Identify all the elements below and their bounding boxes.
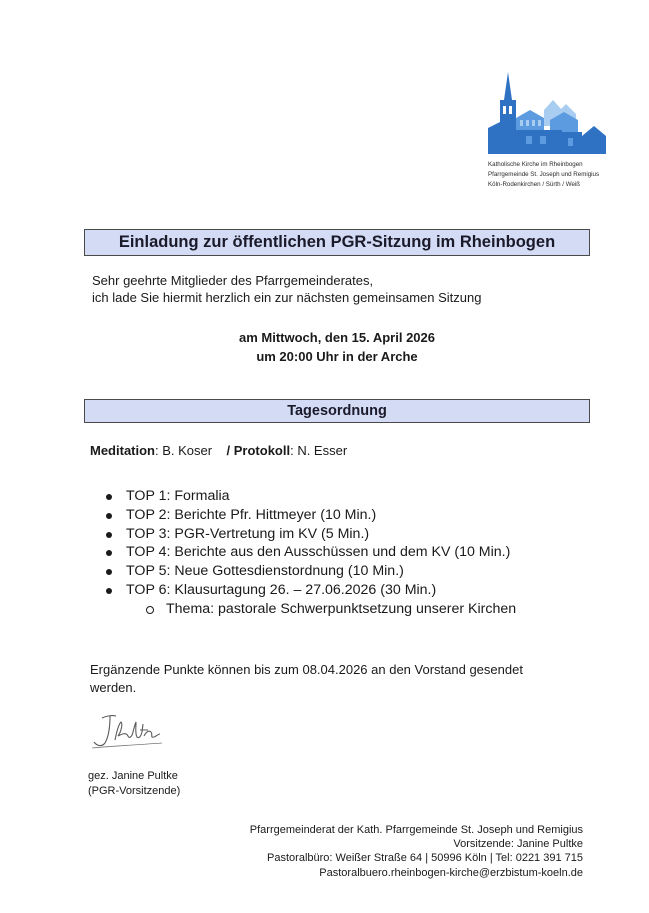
agenda-item: TOP 3: PGR-Vertretung im KV (5 Min.) <box>104 525 516 544</box>
meeting-date: am Mittwoch, den 15. April 2026 <box>238 330 435 345</box>
footer-email: Pastoralbuero.rheinbogen-kirche@erzbistum-koeln.de <box>319 866 583 879</box>
protocol-name: : N. Esser <box>290 443 348 458</box>
greeting <box>92 272 481 306</box>
roles-line <box>90 443 347 458</box>
agenda-list <box>104 487 516 619</box>
handwritten-signature <box>88 710 178 752</box>
footer-line-1: Pfarrgemeinderat der Kath. Pfarrgemeinde St. Joseph und Remigius <box>249 824 583 836</box>
meditation-label: Meditation <box>90 443 155 458</box>
agenda-item: TOP 5: Neue Gottesdienstordnung (10 Min.) <box>104 562 516 581</box>
page-title: Einladung zur öffentlichen PGR-Sitzung im Rheinbogen <box>84 229 590 256</box>
logo-line-3: Köln-Rodenkirchen / Sürth / Weiß <box>488 181 581 188</box>
agenda-item: TOP 6: Klausurtagung 26. – 27.06.2026 (30 Min.) <box>104 581 516 600</box>
greeting-line-1: Sehr geehrte Mitglieder des Pfarrgemeinderates, <box>92 273 374 288</box>
protocol-label: / Protokoll <box>226 443 291 458</box>
meeting-details <box>84 328 590 366</box>
agenda-item: TOP 1: Formalia <box>104 487 516 506</box>
agenda-subitem: Thema: pastorale Schwerpunktsetzung unserer Kirchen <box>104 600 516 619</box>
additional-note: Ergänzende Punkte können bis zum 08.04.2026 an den Vorstand gesendet werden. <box>90 662 523 695</box>
meditation-name: : B. Koser <box>155 443 213 458</box>
signer-role: (PGR-Vorsitzende) <box>88 785 181 797</box>
agenda-item: TOP 2: Berichte Pfr. Hittmeyer (10 Min.) <box>104 506 516 525</box>
logo-line-1: Katholische Kirche im Rheinbogen <box>488 161 583 168</box>
signer-block <box>88 769 180 799</box>
logo-line-2: Pfarrgemeinde St. Joseph und Remigius <box>488 171 600 178</box>
footer <box>250 823 583 880</box>
agenda-heading: Tagesordnung <box>84 399 590 423</box>
logo-text <box>488 160 638 190</box>
signer-name: gez. Janine Pultke <box>88 770 178 782</box>
agenda-item: TOP 4: Berichte aus den Ausschüssen und dem KV (10 Min.) <box>104 543 516 562</box>
footer-line-3: Pastoralbüro: Weißer Straße 64 | 50996 Köln | Tel: 0221 391 715 <box>267 852 583 865</box>
greeting-line-2: ich lade Sie hiermit herzlich ein zur nächsten gemeinsamen Sitzung <box>92 290 482 305</box>
footer-line-2: Vorsitzende: Janine Pultke <box>453 838 583 851</box>
meeting-time: um 20:00 Uhr in der Arche <box>256 349 418 364</box>
church-logo-icon <box>486 70 612 160</box>
